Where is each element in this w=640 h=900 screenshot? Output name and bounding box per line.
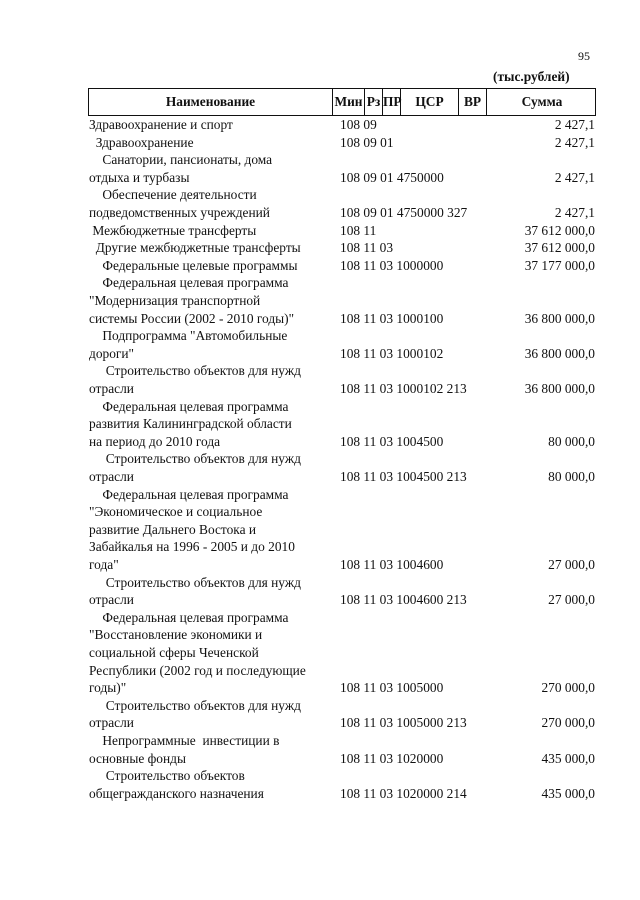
row-name: Санатории, пансионаты, дома отдыха и турбазы (89, 152, 273, 185)
table-row (0, 732, 640, 767)
header-min: Мин (333, 89, 365, 115)
row-code: 108 11 03 1000102 213 (340, 380, 467, 396)
row-sum: 435 000,0 (541, 785, 595, 801)
row-name: Федеральные целевые программы (89, 257, 298, 273)
row-code: 108 11 03 1000000 (340, 257, 444, 273)
row-name: Межбюджетные трансферты (89, 222, 257, 238)
table-row (0, 327, 640, 362)
table-row (0, 222, 640, 240)
row-sum: 2 427,1 (554, 134, 595, 150)
table-row (0, 134, 640, 152)
table-row (0, 574, 640, 609)
row-sum: 27 000,0 (548, 592, 595, 608)
table-row (0, 257, 640, 275)
row-sum: 2 427,1 (554, 169, 595, 185)
row-code: 108 11 03 (340, 240, 394, 256)
header-name: Наименование (89, 89, 333, 115)
row-code: 108 09 01 (340, 134, 394, 150)
row-sum: 2 427,1 (554, 204, 595, 220)
row-name: Строительство объектов для нужд отрасли (89, 451, 301, 484)
row-name: Строительство объектов для нужд отрасли (89, 697, 301, 731)
table-header (88, 88, 596, 116)
row-code: 108 11 03 1004500 (340, 433, 444, 449)
row-name: Здравоохранение (89, 134, 194, 150)
row-sum: 36 800 000,0 (524, 345, 595, 361)
row-name: Федеральная целевая программа "Экономическое и социальное развитие Дальнего Востока и Забайкалья на 1996 - 2005 и до 2010 года" (89, 486, 295, 572)
row-name: Федеральная целевая программа развития Калининградской области на период до 2010 года (89, 398, 292, 449)
row-code: 108 09 01 4750000 327 (340, 204, 468, 220)
table-row (0, 767, 640, 802)
row-name: Строительство объектов общегражданского назначения (89, 768, 264, 801)
row-code: 108 11 03 1004600 (340, 556, 444, 572)
table-row (0, 186, 640, 221)
row-name: Другие межбюджетные трансферты (89, 240, 301, 256)
table-row (0, 450, 640, 485)
row-code: 108 09 01 4750000 (340, 169, 444, 185)
row-code: 108 11 03 1020000 (340, 750, 444, 766)
row-code: 108 11 03 1000102 (340, 345, 444, 361)
header-pr: ПР (383, 89, 401, 115)
table-row (0, 274, 640, 327)
row-sum: 2 427,1 (554, 117, 595, 132)
row-name: Строительство объектов для нужд отрасли (89, 574, 301, 608)
row-code: 108 11 03 1004600 213 (340, 592, 467, 608)
table-row (0, 239, 640, 257)
unit-label: (тыс.рублей) (493, 69, 570, 84)
row-code: 108 09 (340, 117, 377, 132)
row-sum: 270 000,0 (541, 680, 595, 696)
row-name: Непрограммные инвестиции в основные фонды (89, 733, 280, 766)
table-row (0, 609, 640, 697)
row-sum: 80 000,0 (548, 433, 595, 449)
row-sum: 37 177 000,0 (524, 257, 595, 273)
table-row (0, 116, 640, 134)
table-row (0, 697, 640, 732)
row-sum: 270 000,0 (541, 715, 595, 731)
header-vr: ВР (459, 89, 487, 115)
header-rz: Рз (365, 89, 383, 115)
row-code: 108 11 03 1020000 214 (340, 785, 467, 801)
row-sum: 37 612 000,0 (524, 240, 595, 256)
row-name: Обеспечение деятельности подведомственных учреждений (89, 187, 270, 220)
row-code: 108 11 (340, 222, 377, 238)
row-code: 108 11 03 1005000 213 (340, 715, 467, 731)
row-sum: 80 000,0 (548, 468, 595, 484)
table-row (0, 486, 640, 574)
row-sum: 435 000,0 (541, 750, 595, 766)
row-name: Федеральная целевая программа "Модернизация транспортной системы России (2002 - 2010 годы)" (89, 275, 295, 326)
table-row (0, 151, 640, 186)
row-name: Здравоохранение и спорт (89, 117, 233, 132)
row-sum: 36 800 000,0 (524, 310, 595, 326)
header-csr: ЦСР (401, 89, 459, 115)
row-sum: 36 800 000,0 (524, 380, 595, 396)
table-row (0, 398, 640, 451)
row-code: 108 11 03 1000100 (340, 310, 444, 326)
row-sum: 37 612 000,0 (524, 222, 595, 238)
page-number: 95 (578, 49, 590, 63)
row-name: Федеральная целевая программа "Восстановление экономики и социальной сферы Чеченской Республики (2002 год и последующие годы)" (89, 609, 306, 696)
header-sum: Сумма (521, 94, 563, 109)
row-code: 108 11 03 1004500 213 (340, 468, 467, 484)
table-row (0, 362, 640, 397)
row-name: Строительство объектов для нужд отрасли (89, 363, 301, 396)
row-code: 108 11 03 1005000 (340, 680, 444, 696)
row-name: Подпрограмма "Автомобильные дороги" (89, 328, 288, 361)
row-sum: 27 000,0 (548, 556, 595, 572)
